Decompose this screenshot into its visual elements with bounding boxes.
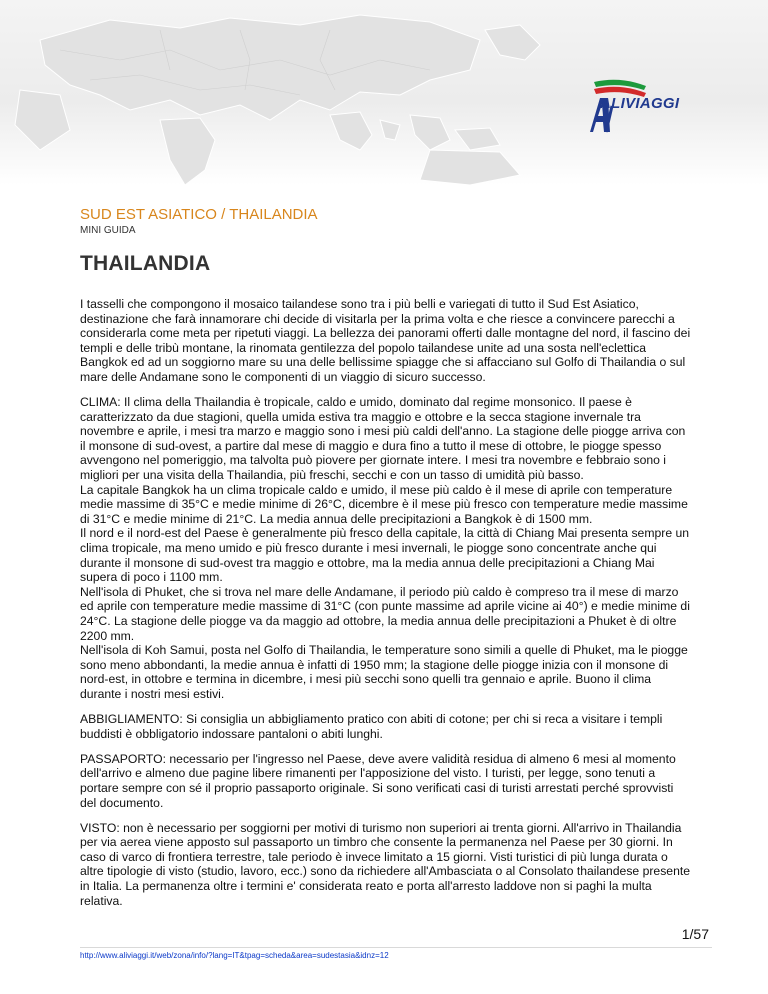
footer-url-link[interactable]: http://www.aliviaggi.it/web/zona/info/?lang=IT&tpag=scheda&area=sudestasia&idnz=12	[80, 951, 389, 960]
section-title: SUD EST ASIATICO / THAILANDIA	[80, 206, 318, 223]
visa-paragraph: VISTO: non è necessario per soggiorni per motivi di turismo non superiori ai trenta giorni. All'arrivo in Thailandia per via aerea viene apposto sul passaporto un timbro che consente la permanenza nel Paese per 30 giorni. In caso di varco di frontiera terrestre, tale periodo è invece limitato a 15 giorni. Visti turistici di più lunga durata o altre tipologie di visto (studio, lavoro, ecc.) sono da richiedere all'Ambasciata o al Consolato thailandese presente in Italia. La permanenza oltre i termini e' considerata reato e porta all'arresto laddove non si paghi la multa relativa.	[80, 820, 691, 908]
passport-paragraph: PASSAPORTO: necessario per l'ingresso nel Paese, deve avere validità residua di almeno 6 mesi al momento dell'arrivo e almeno due pagine libere rimanenti per l'apposizione del visto. I turisti, per legge, sono tenuti a portare sempre con sé il proprio passaporto originale. Si sono verificati casi di turisti arrestati perché sprovvisti del documento.	[80, 751, 676, 810]
section-subtitle: MINI GUIDA	[80, 225, 136, 236]
guide-content	[80, 297, 692, 919]
clothing-paragraph: ABBIGLIAMENTO: Si consiglia un abbigliamento pratico con abiti di cotone; per chi si reca a visitare i templi buddisti è obbligatorio indossare pantaloni o abiti lunghi.	[80, 712, 663, 741]
page-number: 1/57	[681, 926, 709, 942]
footer-divider	[80, 947, 712, 948]
logo-wordmark: ALIVIAGGI	[600, 95, 680, 112]
climate-paragraph: CLIMA: Il clima della Thailandia è tropicale, caldo e umido, dominato dal regime monsonico. Il paese è caratterizzato da due stagioni, quella umida estiva tra maggio e ottobre e la secca stagione invernale tra novembre e aprile, i mesi tra marzo e maggio sono i mesi più caldi dell'anno. La stagione delle piogge arriva con il monsone di sud-ovest, a partire dal mese di maggio e dura fino a tutto il mese di ottobre, le piogge spesso avvengono nel pomeriggio, ma talvolta può piovere per giornate intere. I mesi tra novembre e febbraio sono i migliori per una visita della Thailandia, più freschi, secchi e con un tasso di umidità più basso. La capitale Bangkok ha un clima tropicale caldo e umido, il mese più caldo è il mese di aprile con temperature medie massime di 35°C e medie minime di 26°C, dicembre è il mese più fresco con temperature medie massime di 31°C e medie minime di 21°C. La media annua delle precipitazioni a Bangkok è di 1500 mm. Il nord e il nord-est del Paese è generalmente più fresco della capitale, la città di Chiang Mai presenta sempre un clima tropicale, ma meno umido e più fresco durante i mesi invernali, le piogge sono concentrate anche qui durante il monsone di sud-ovest tra maggio e ottobre, ma la media annua delle precipitazioni a Chiang Mai supera di poco i 1100 mm. Nell'isola di Phuket, che si trova nel mare delle Andamane, il periodo più caldo è compreso tra il mese di marzo ed aprile con temperature medie massime di 31°C (con punte massime ad aprile vicine ai 40°) e medie minime di 24°C. La stagione delle piogge va da maggio ad ottobre, la media annua delle precipitazioni a Phuket è di oltre 2200 mm. Nell'isola di Koh Samui, posta nel Golfo di Thailandia, le temperature sono simili a quelle di Phuket, ma le piogge sono meno abbondanti, la medie annua è infatti di 1950 mm; la stagione delle piogge inizia con il monsone di nord-est, in ottobre e termina in dicembre, i mesi più secchi sono quelli tra gennaio e aprile. Buono il clima durante i nostri mesi estivi.	[80, 395, 690, 701]
page-title: THAILANDIA	[80, 252, 211, 275]
header-banner	[0, 0, 768, 185]
intro-paragraph: I tasselli che compongono il mosaico tailandese sono tra i più belli e variegati di tutto il Sud Est Asiatico, destinazione che farà innamorare chi decide di visitarla per la prima volta e che riesce a convincere parecchi a considerarla come meta per ripetuti viaggi. La bellezza dei panorami offerti dalle montagne del nord, il fascino dei templi e delle tribù montane, la rinomata gentilezza del popolo tailandese unite ad una sosta nell'eclettica Bangkok ed ad un soggiorno mare su una delle bellissime spiagge che si affacciano sul Golfo di Thailandia o sul mare delle Andamane sono le componenti di un viaggio di sicuro successo.	[80, 297, 691, 384]
